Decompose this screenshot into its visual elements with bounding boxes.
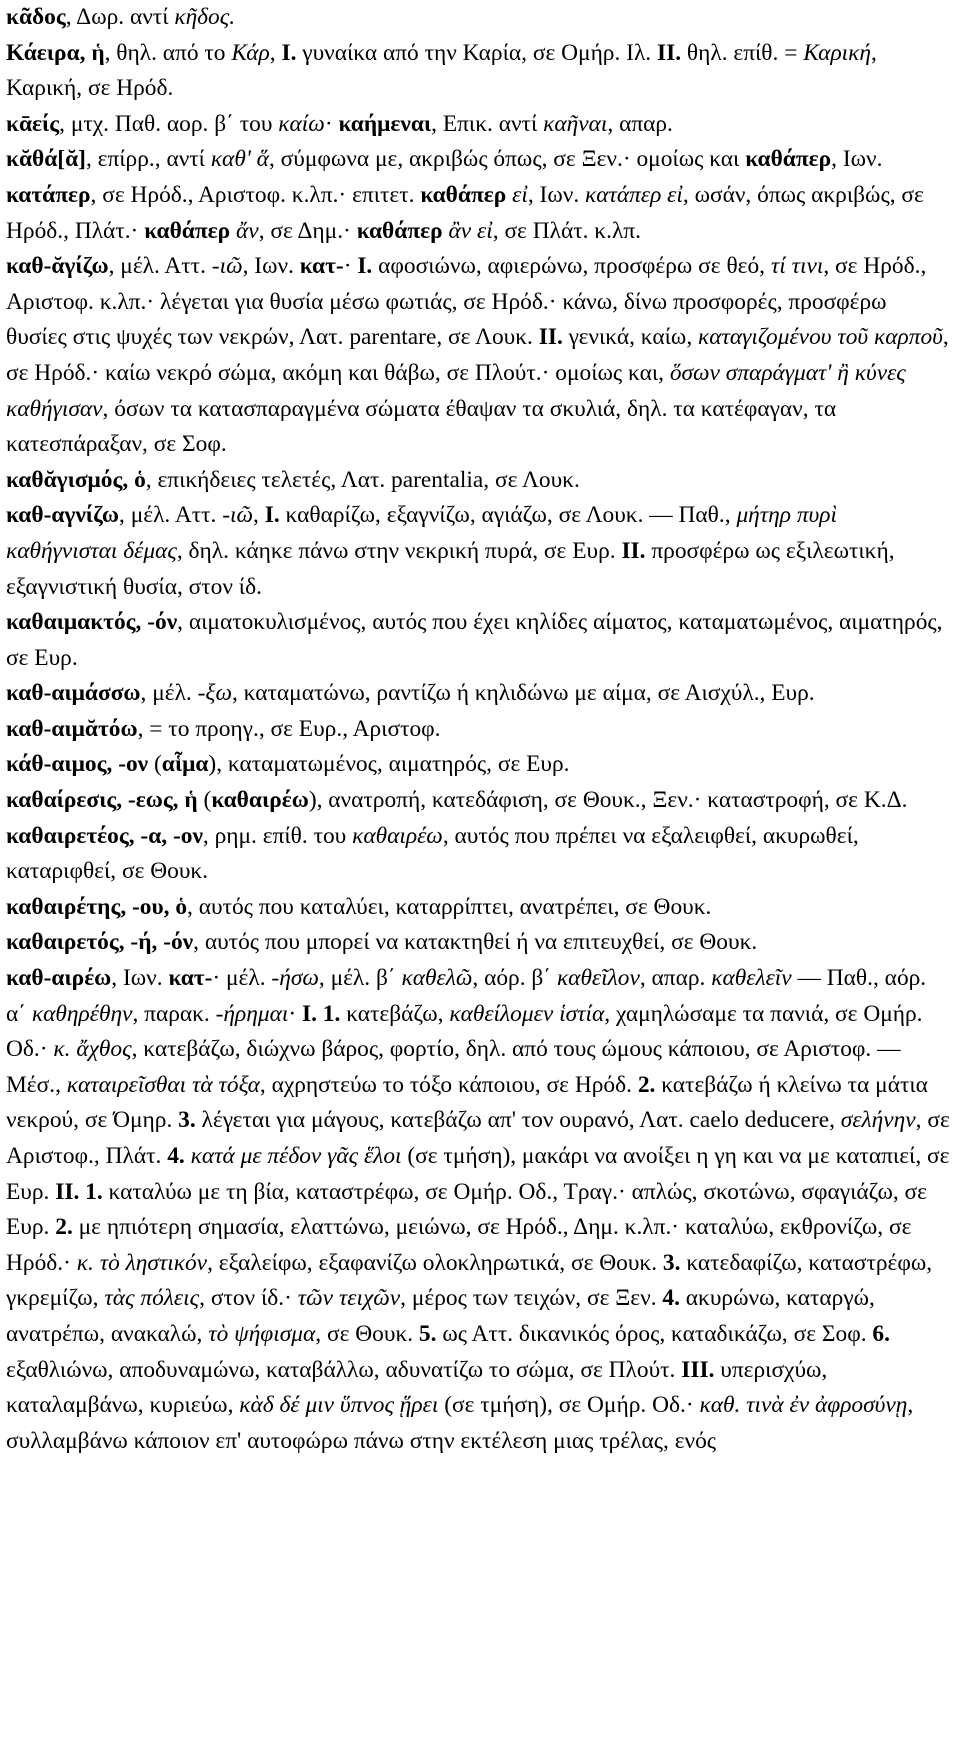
- definition-text: , αόρ. β΄: [472, 965, 557, 992]
- dictionary-entry: [6, 961, 952, 1459]
- definition-text: , κατεβάζω, διώχνω βάρος, φορτίο, δηλ. από τους ώμους κάποιου, σε Αριστοφ. — Μέσ.,: [6, 1036, 901, 1098]
- definition-text: , απαρ.: [607, 110, 673, 137]
- definition-text: , θηλ. από το: [104, 39, 232, 66]
- dictionary-entry: [6, 142, 952, 249]
- italic-text: Καρική: [803, 39, 872, 66]
- headword-text: II.: [621, 537, 646, 564]
- italic-text: καταιρεῖσθαι τὰ τόξα: [66, 1071, 260, 1098]
- definition-text: , καταματώνω, ραντίζω ή κηλιδώνω με αίμα, σε Αισχύλ., Ευρ.: [231, 680, 815, 707]
- definition-text: ως Αττ. δικανικός όρος, καταδικάζω, σε Σοφ.: [436, 1320, 873, 1347]
- headword-text: καθ-αγνίζω: [6, 502, 120, 529]
- definition-text: (σε τμήση), μακάρι να ανοίξει η γη και να με καταπιεί, σε Ευρ.: [6, 1143, 950, 1205]
- headword-text: αἷμα: [161, 751, 209, 778]
- headword-text: καθαιρετέος, -α, -ον: [6, 822, 203, 849]
- italic-text: -ξω: [197, 680, 232, 707]
- dictionary-entry: [6, 819, 952, 890]
- italic-text: καθ' ἅ: [210, 146, 269, 173]
- definition-text: , αυτός που καταλύει, καταρρίπτει, ανατρέπει, σε Θουκ.: [187, 893, 712, 920]
- definition-text: , σε Αριστοφ., Πλάτ.: [6, 1107, 950, 1169]
- definition-text: , σε Ηρόδ., Αριστοφ. κ.λπ.· επιτετ.: [90, 181, 421, 208]
- italic-text: καθηρέθην: [31, 1000, 133, 1027]
- headword-text: I.: [357, 253, 373, 280]
- dictionary-entry: [6, 463, 952, 499]
- italic-text: κατά με πέδον γᾶς ἕλοι: [190, 1143, 402, 1169]
- headword-text: κᾱείς: [6, 110, 60, 137]
- definition-text: κατεβάζω ή κλείνω τα μάτια νεκρού, σε Όμηρ.: [6, 1071, 928, 1134]
- italic-text: κ. τὸ ληστικόν: [76, 1249, 208, 1276]
- italic-text: καθαιρέω: [352, 822, 443, 849]
- definition-text: , μέρος των τειχών, σε Ξεν.: [400, 1285, 663, 1312]
- headword-text: 4.: [662, 1285, 680, 1312]
- headword-text: 5.: [418, 1320, 437, 1347]
- dictionary-entry: [6, 712, 952, 748]
- italic-text: καθ. τινὰ ἐν ἀφροσύνῃ: [699, 1392, 908, 1419]
- definition-text: , Ιων.: [831, 146, 883, 173]
- italic-text: καταγιζομένου τοῦ καρποῦ: [698, 324, 943, 351]
- definition-text: θηλ. επίθ. =: [681, 39, 804, 66]
- definition-text: , μέλ. Αττ.: [119, 502, 223, 529]
- definition-text: , δηλ. κάηκε πάνω στην νεκρική πυρά, σε Ευρ.: [176, 537, 622, 564]
- headword-text: καθαίρεσις, -εως, ἡ: [6, 787, 198, 814]
- headword-text: Κάειρα, ἡ: [6, 39, 105, 66]
- definition-text: , σε Δημ.·: [258, 217, 357, 244]
- italic-text: ἂν εἰ: [448, 217, 493, 244]
- definition-text: , αυτός που μπορεί να κατακτηθεί ή να επιτευχθεί, σε Θουκ.: [193, 929, 758, 956]
- definition-text: λέγεται για μάγους, κατεβάζω απ' τον ουρανό, Λατ. caelo deducere,: [195, 1107, 841, 1134]
- italic-text: καῆναι: [543, 110, 608, 137]
- headword-text: καθ-αιρέω: [6, 965, 112, 992]
- definition-text: Δωρ. αντί: [76, 4, 175, 30]
- italic-text: ἄν: [236, 217, 259, 244]
- definition-text: , σε Ηρόδ., Αριστοφ. κ.λπ.· λέγεται για θυσία μέσω φωτιάς, σε Ηρόδ.· κάνω, δίνω προσφορές, προσφέρω θυσίες στις ψυχές των νεκρών, Λατ. parentare, σε Λουκ.: [6, 253, 927, 351]
- definition-text: ακυρώνω, καταργώ, ανατρέπω, ανακαλώ,: [6, 1285, 875, 1347]
- definition-text: , ωσάν, όπως ακριβώς, σε Ηρόδ., Πλάτ.·: [6, 181, 924, 244]
- italic-text: τί τινι: [770, 253, 824, 280]
- headword-text: καθ-αιμάσσω: [6, 680, 141, 707]
- headword-text: 3.: [178, 1107, 196, 1134]
- definition-text: , επικήδειες τελετές, Λατ. parentalia, σε Λουκ.: [145, 466, 580, 493]
- dictionary-entry: [6, 107, 952, 143]
- headword-text: καθαιρέω: [211, 787, 309, 814]
- definition-text: προσφέρω ως εξιλεωτική, εξαγνιστική θυσία, στον ίδ.: [6, 537, 895, 600]
- italic-text: καθελεῖν: [711, 965, 792, 992]
- definition-text: υπερισχύω, καταλαμβάνω, κυριεύω,: [6, 1356, 828, 1419]
- dictionary-entry: [6, 676, 952, 712]
- definition-text: , απαρ.: [639, 965, 712, 992]
- dictionary-entry: [6, 498, 952, 605]
- definition-text: , = το προηγ., σε Ευρ., Αριστοφ.: [137, 715, 441, 742]
- definition-text: , μέλ. Αττ.: [108, 253, 212, 280]
- definition-text: με ηπιότερη σημασία, ελαττώνω, μειώνω, σε Ηρόδ., Δημ. κ.λπ.· καταλύω, εκθρονίζω, σε Ηρόδ.·: [6, 1214, 912, 1276]
- headword-text: II.: [657, 39, 682, 66]
- definition-text: ), καταματωμένος, αιματηρός, σε Ευρ.: [208, 751, 570, 778]
- headword-text: II.: [538, 324, 563, 351]
- definition-text: ·: [324, 110, 339, 137]
- dictionary-entry: [6, 890, 952, 926]
- italic-text: καθεῖλον: [556, 965, 640, 992]
- headword-text: κατ-: [299, 253, 344, 280]
- headword-text: 4.: [167, 1143, 185, 1169]
- italic-text: -ήσω: [271, 965, 319, 992]
- italic-text: καίω: [278, 110, 325, 137]
- definition-text: αφοσιώνω, αφιερώνω, προσφέρω σε θεό,: [372, 253, 771, 280]
- headword-text: I. 1.: [302, 1000, 341, 1027]
- definition-text: (σε τμήση), σε Ομήρ. Οδ.·: [438, 1392, 700, 1419]
- headword-text: καθάπερ: [745, 146, 832, 173]
- definition-text: , Ιων.: [111, 965, 169, 992]
- definition-text: , αιματοκυλισμένος, αυτός που έχει κηλίδες αίματος, καταματωμένος, αιματηρός, σε Ευρ.: [6, 609, 943, 671]
- headword-text: κάθ-αιμος, -ον: [6, 751, 149, 778]
- definition-text: γυναίκα από την Καρία, σε Ομήρ. Ιλ.: [296, 39, 657, 66]
- definition-text: εξαθλιώνω, αποδυναμώνω, καταβάλλω, αδυνατίζω το σώμα, σε Πλούτ.: [6, 1356, 682, 1383]
- definition-text: , στον ίδ.·: [199, 1285, 298, 1312]
- headword-text: καθᾰγισμός, ὁ: [6, 466, 146, 493]
- headword-text: καθάπερ: [144, 217, 231, 244]
- dictionary-entry: [6, 249, 952, 463]
- italic-text: καθείλομεν ἱστία: [449, 1000, 605, 1027]
- headword-text: 2.: [637, 1071, 656, 1098]
- definition-text: , αχρηστεύω το τόξο κάποιου, σε Ηρόδ.: [259, 1071, 638, 1098]
- definition-text: , ρημ. επίθ. του: [202, 822, 353, 849]
- definition-text: , παρακ.: [132, 1000, 216, 1027]
- italic-text: κ. ἄχθος: [53, 1036, 132, 1063]
- definition-text: , μέλ.: [140, 680, 198, 707]
- definition-text: , εξαλείφω, εξαφανίζω ολοκληρωτικά, σε Θουκ.: [207, 1249, 663, 1276]
- dictionary-entry: [6, 36, 952, 107]
- definition-text: γενικά, καίω,: [562, 324, 699, 351]
- italic-text: -ήρημαι: [215, 1000, 289, 1027]
- headword-text: καθαιρετός, -ή, -όν: [6, 929, 194, 956]
- headword-text: καθάπερ: [356, 217, 443, 244]
- italic-text: τὸ ψήφισμα: [208, 1320, 316, 1347]
- definition-text: κατεδαφίζω, καταστρέφω, γκρεμίζω,: [6, 1249, 933, 1312]
- definition-text: · μέλ.: [212, 965, 272, 992]
- italic-text: κὰδ δέ μιν ὕπνος ᾕρει: [239, 1392, 439, 1419]
- definition-text: , συλλαμβάνω κάποιον επ' αυτοφώρω πάνω στην εκτέλεση μιας τρέλας, ενός: [6, 1392, 914, 1454]
- definition-text: (: [197, 787, 212, 814]
- definition-text: , επίρρ., αντί: [85, 146, 211, 173]
- headword-text: καθ-ᾰγίζω: [6, 253, 109, 280]
- headword-text: II. 1.: [55, 1178, 103, 1205]
- italic-text: κατάπερ εἰ: [585, 181, 683, 208]
- definition-text: ·: [343, 253, 358, 280]
- headword-text: καθάπερ: [420, 181, 507, 208]
- headword-text: κᾶδος: [6, 4, 66, 30]
- headword-text: 3.: [662, 1249, 681, 1276]
- italic-text: κῆδος.: [174, 4, 236, 30]
- definition-text: (: [148, 751, 162, 778]
- italic-text: τῶν τειχῶν: [297, 1285, 401, 1312]
- headword-text: III.: [681, 1356, 715, 1383]
- definition-text: , μέλ. β΄: [318, 965, 402, 992]
- italic-text: καθελῶ: [401, 965, 473, 992]
- dictionary-entry: [6, 0, 952, 36]
- dictionary-entry: [6, 605, 952, 676]
- italic-text: εἰ: [512, 181, 528, 208]
- dictionary-entry: [6, 783, 952, 819]
- definition-text: ,: [253, 502, 265, 529]
- headword-text: καθαιρέτης, -ου, ὁ: [6, 893, 188, 920]
- definition-text: , μτχ. Παθ. αορ. β΄ του: [59, 110, 279, 137]
- headword-text: I.: [264, 502, 280, 529]
- definition-text: , όσων τα κατασπαραγμένα σώματα έθαψαν τα σκυλιά, δηλ. τα κατέφαγαν, τα κατεσπάραξαν, σε Σοφ.: [6, 395, 837, 458]
- italic-text: μήτηρ πυρὶ καθήγνισται δέμας: [6, 502, 838, 564]
- headword-text: 2.: [55, 1214, 73, 1241]
- definition-text: , σε Ηρόδ.· καίω νεκρό σώμα, ακόμη και θάβω, σε Πλούτ.· ομοίως και,: [6, 324, 949, 386]
- italic-text: ὅσων σπαράγματ' ἢ κύνες καθήγισαν: [6, 359, 906, 422]
- definition-text: , χαμηλώσαμε τα πανιά, σε Ομήρ. Οδ.·: [6, 1000, 923, 1063]
- definition-text: , σύμφωνα με, ακριβώς όπως, σε Ξεν.· ομοίως και: [268, 146, 746, 173]
- definition-text: κατεβάζω,: [340, 1000, 450, 1027]
- headword-text: κατάπερ: [6, 181, 91, 208]
- italic-text: σελήνην: [840, 1107, 916, 1134]
- dictionary-entry: [6, 747, 952, 783]
- definition-text: ,: [269, 39, 282, 66]
- italic-text: -ιῶ: [222, 502, 254, 529]
- headword-text: καήμεναι: [338, 110, 432, 137]
- definition-text: — Παθ., αόρ. α΄: [6, 965, 927, 1027]
- headword-text: καθ-αιμᾰτόω: [6, 715, 138, 742]
- definition-text: , αυτός που πρέπει να εξαλειφθεί, ακυρωθεί, καταριφθεί, σε Θουκ.: [6, 822, 859, 885]
- definition-text: , Επικ. αντί: [431, 110, 544, 137]
- italic-text: -ιῶ: [211, 253, 243, 280]
- headword-text: κᾰθά[ᾰ]: [6, 146, 86, 173]
- definition-text: καταλύω με τη βία, καταστρέφω, σε Ομήρ. Οδ., Τραγ.· απλώς, σκοτώνω, σφαγιάζω, σε Ευρ.: [6, 1178, 927, 1241]
- definition-text: ,: [65, 4, 77, 30]
- definition-text: , Ιων.: [242, 253, 300, 280]
- headword-text: κατ-: [168, 965, 213, 992]
- definition-text: ·: [288, 1000, 302, 1027]
- definition-text: καθαρίζω, εξαγνίζω, αγιάζω, σε Λουκ. — Παθ.,: [279, 502, 737, 529]
- definition-text: , Ιων.: [527, 181, 586, 208]
- definition-text: , Καρική, σε Ηρόδ.: [6, 39, 877, 102]
- headword-text: 6.: [872, 1320, 890, 1347]
- definition-text: , σε Θουκ.: [315, 1320, 419, 1347]
- dictionary-entry: [6, 925, 952, 961]
- italic-text: τὰς πόλεις: [104, 1285, 200, 1312]
- headword-text: I.: [281, 39, 297, 66]
- headword-text: καθαιμακτός, -όν: [6, 609, 178, 636]
- definition-text: ), ανατροπή, κατεδάφιση, σε Θουκ., Ξεν.· καταστροφή, σε Κ.Δ.: [308, 787, 908, 814]
- definition-text: , σε Πλάτ. κ.λπ.: [492, 217, 641, 244]
- italic-text: Κάρ: [231, 39, 270, 66]
